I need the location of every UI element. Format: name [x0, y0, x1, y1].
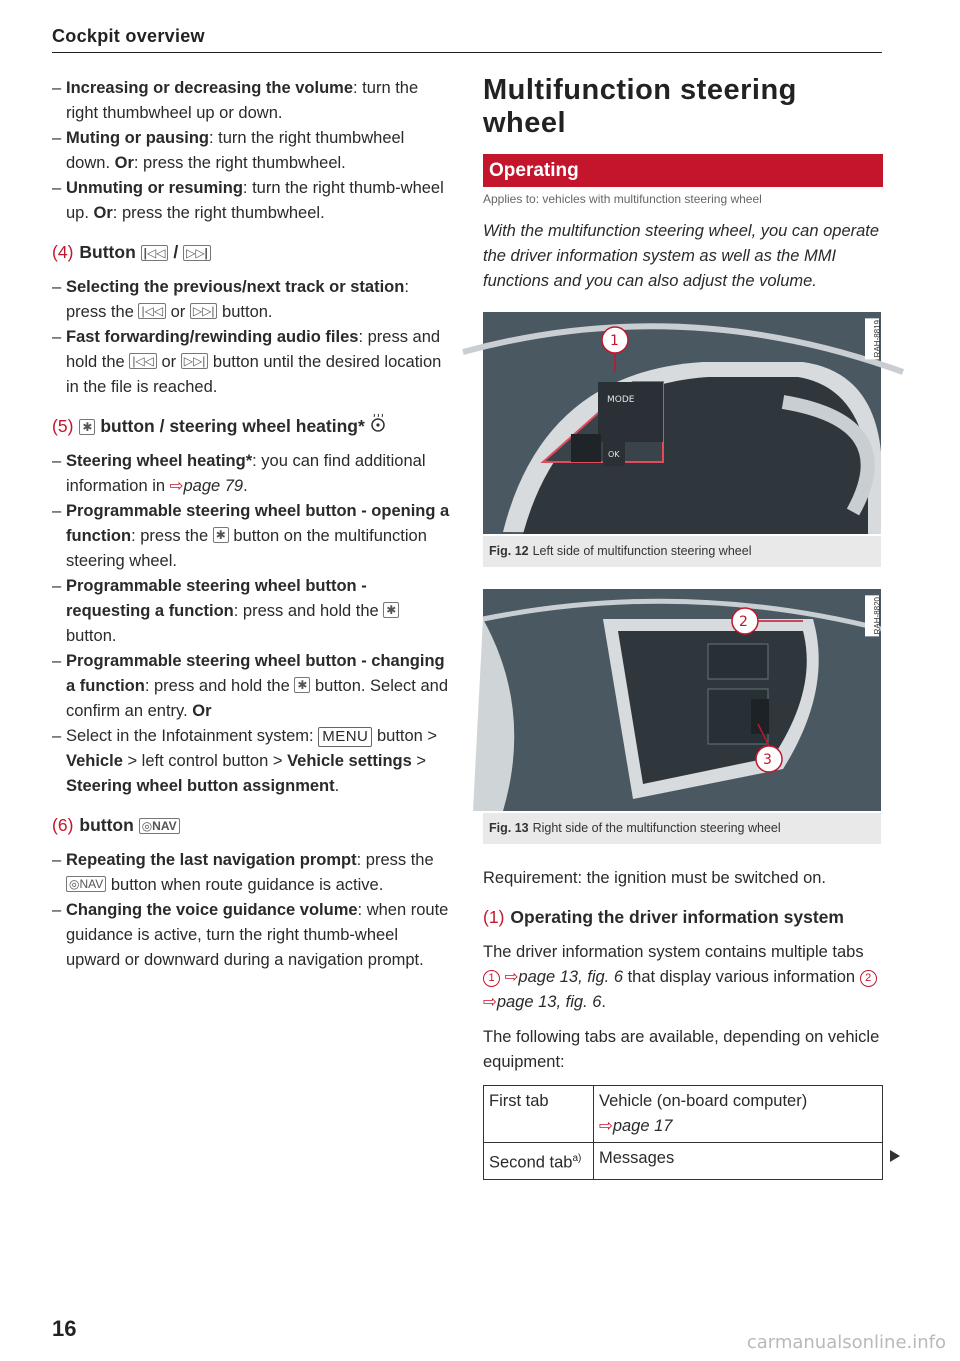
list-item: – Steering wheel heating*: you can find additional information in ⇨page 79.	[52, 452, 426, 495]
page-number: 16	[52, 1316, 77, 1341]
page-link[interactable]: page 17	[612, 1117, 673, 1135]
figure-code: RAH-8820	[865, 595, 879, 636]
table-row: First tab Vehicle (on-board computer) ⇨page 17	[484, 1086, 883, 1143]
paragraph: The driver information system contains multiple tabs 1 ⇨page 13, fig. 6 that display various information 2 ⇨page 13, fig. 6.	[483, 940, 883, 1015]
applies-note: Applies to: vehicles with multifunction steering wheel	[483, 192, 762, 206]
table-row: Second tab$^{a)}$ Messages	[484, 1143, 883, 1180]
subsection-title: Operating	[483, 154, 883, 187]
header-rule	[52, 52, 882, 53]
right-column	[483, 74, 883, 1180]
heading-button-5: (5) ✱ button / steering wheel heating*	[52, 414, 452, 439]
svg-text:2: 2	[739, 614, 748, 630]
continue-arrow-icon	[890, 1150, 900, 1162]
list-item: – Programmable steering wheel button - opening a function: press the ✱ button on the multifunction steering wheel.	[52, 502, 450, 570]
list-item: – Programmable steering wheel button - requesting a function: press and hold the ✱ button.	[52, 574, 452, 649]
star-key: ✱	[79, 419, 95, 435]
list-item: – Select in the Infotainment system: MENU button > Vehicle > left control button > Vehicle settings > Steering wheel button assignment.	[52, 727, 438, 795]
paragraph: The following tabs are available, depending on vehicle equipment:	[483, 1028, 880, 1071]
requirement-text: Requirement: the ignition must be switched on.	[483, 869, 827, 887]
list-item: – Muting or pausing: turn the right thumbwheel down. Or: press the right thumbwheel.	[52, 129, 405, 172]
intro-text: With the multifunction steering wheel, you can operate the driver information system as well as the MMI functions and you can also adjust the volume.	[483, 222, 880, 290]
steering-wheel-right-illustration	[483, 589, 881, 811]
menu-key: MENU	[318, 727, 372, 747]
next-track-key: ▷▷|	[183, 245, 211, 261]
page-link[interactable]: page 13, fig. 6	[518, 968, 624, 986]
steering-wheel-heat-icon	[370, 414, 386, 439]
list-item: – Programmable steering wheel button - changing a function: press and hold the ✱ button. Select and confirm an entry. Or	[52, 652, 449, 720]
heading-operating-dis: (1) Operating the driver information system	[483, 907, 844, 927]
tabs-table	[483, 1085, 883, 1180]
list-item: – Fast forwarding/rewinding audio files: press and hold the |◁◁ or ▷▷| button until the desired location in the file is reached.	[52, 328, 442, 396]
nav-key: ◎NAV	[139, 818, 180, 834]
svg-text:OK: OK	[608, 450, 620, 459]
page-link[interactable]: page 13, fig. 6	[496, 993, 602, 1011]
list-item: – Changing the voice guidance volume: when route guidance is active, turn the right thumb-wheel upward or downward during a navigation prompt.	[52, 901, 449, 969]
list-item: – Selecting the previous/next track or station: press the |◁◁ or ▷▷| button.	[52, 278, 409, 321]
figure-12	[483, 312, 881, 534]
list-item: – Repeating the last navigation prompt: press the ◎NAV button when route guidance is active.	[52, 851, 434, 894]
list-item: – Increasing or decreasing the volume: turn the right thumbwheel up or down.	[52, 79, 419, 122]
page-header-title: Cockpit overview	[52, 26, 205, 46]
page-link[interactable]: page 79	[183, 477, 244, 495]
heading-button-6: (6) button ◎NAV	[52, 813, 452, 838]
prev-track-key: |◁◁	[141, 245, 169, 261]
figure-12-caption: Fig. 12 Left side of multifunction steering wheel	[483, 536, 881, 567]
watermark: carmanualsonline.info	[746, 1332, 946, 1353]
section-title: Multifunction steering wheel	[483, 74, 797, 139]
figure-code: RAH-8819	[865, 318, 879, 359]
figure-13-caption: Fig. 13 Right side of the multifunction steering wheel	[483, 813, 881, 844]
svg-text:1: 1	[610, 333, 619, 349]
figure-13	[483, 589, 881, 811]
svg-text:MODE: MODE	[607, 395, 635, 405]
heading-button-4: (4) Button |◁◁ / ▷▷|	[52, 240, 452, 265]
steering-wheel-left-illustration	[483, 312, 881, 534]
svg-text:3: 3	[763, 752, 772, 768]
list-item: – Unmuting or resuming: turn the right thumb-wheel up. Or: press the right thumbwheel.	[52, 179, 444, 222]
left-column	[52, 76, 452, 973]
